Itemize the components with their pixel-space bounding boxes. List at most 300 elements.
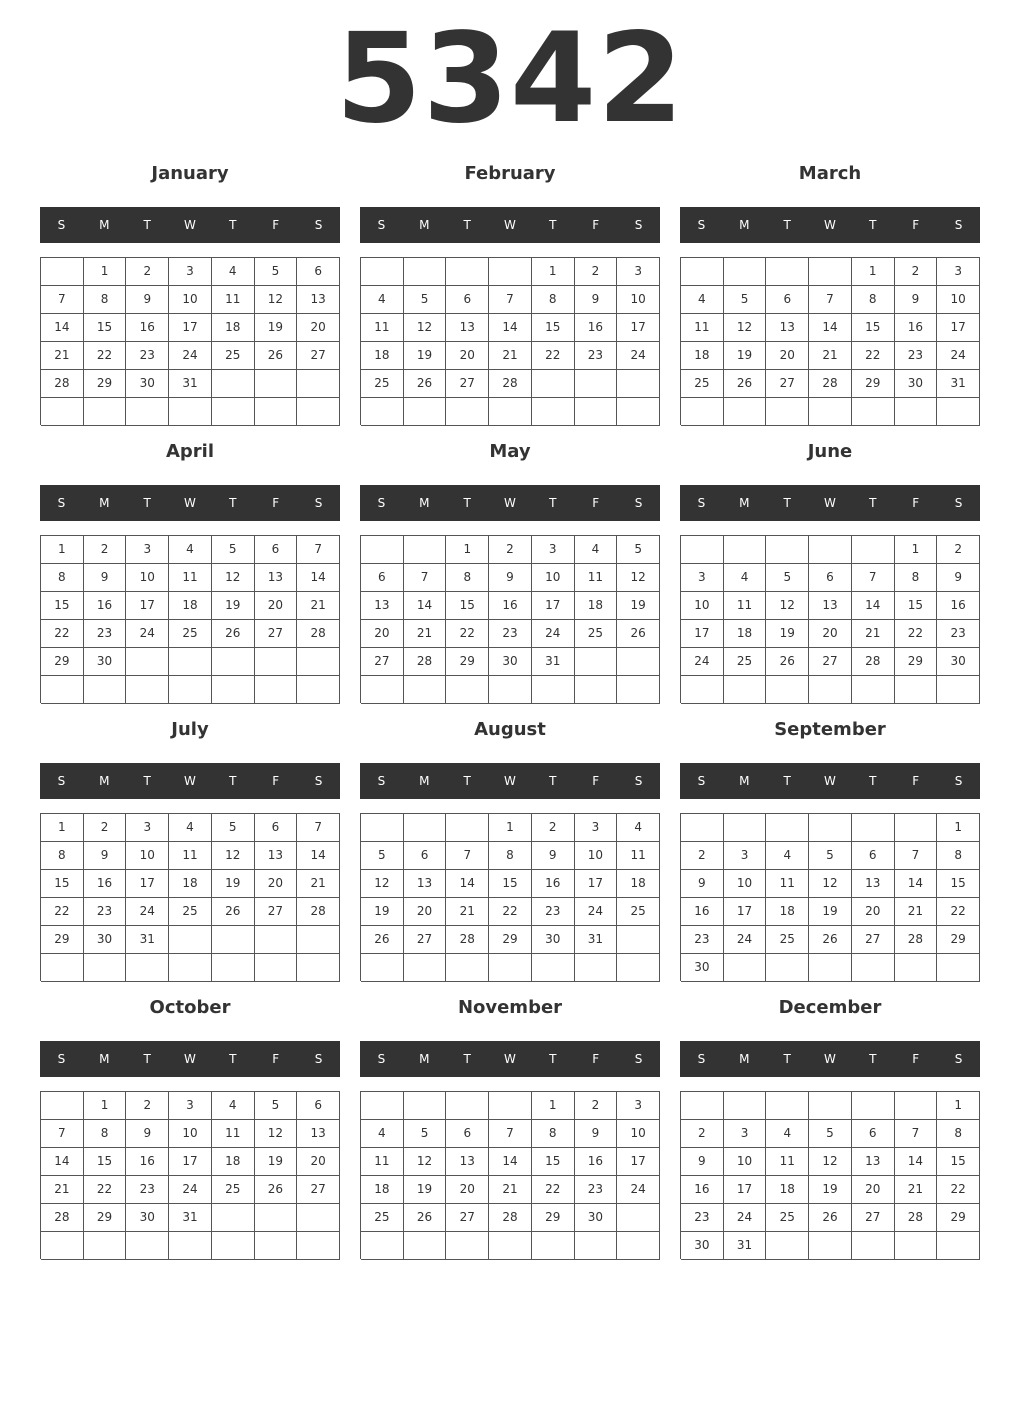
day-cell: 31 [169,370,212,398]
day-cell: 25 [575,620,618,648]
day-cell: 28 [297,620,340,648]
empty-day-cell [404,258,447,286]
empty-day-cell [809,1092,852,1120]
day-cell: 29 [532,1204,575,1232]
day-cell: 27 [852,926,895,954]
day-cell: 15 [852,314,895,342]
empty-day-cell [404,676,447,704]
weekday-label: W [184,1052,196,1066]
day-cell: 7 [41,286,84,314]
weekday-label: M [419,1052,430,1066]
empty-day-cell [766,258,809,286]
empty-day-cell [41,954,84,982]
empty-day-cell [724,258,767,286]
day-cell: 24 [617,1176,660,1204]
day-cell: 20 [852,1176,895,1204]
day-cell: 16 [126,1148,169,1176]
weekday-label: T [229,218,237,232]
day-cell: 6 [297,1092,340,1120]
day-cell: 6 [361,564,404,592]
day-cell: 9 [937,564,980,592]
weekday-label: M [99,218,110,232]
empty-day-cell [446,1232,489,1260]
day-cell: 29 [852,370,895,398]
empty-day-cell [724,954,767,982]
weekday-label: S [634,1052,643,1066]
day-cell: 24 [617,342,660,370]
day-cell: 18 [361,1176,404,1204]
empty-day-cell [681,1092,724,1120]
day-cell: 7 [297,536,340,564]
weekday-label: S [634,496,643,510]
weekday-label: F [272,774,280,788]
day-cell: 27 [404,926,447,954]
days-grid [360,535,660,703]
day-cell: 3 [126,814,169,842]
day-cell: 17 [617,314,660,342]
empty-day-cell [297,1232,340,1260]
month-name: September [774,719,886,740]
weekday-label: T [463,1052,471,1066]
month-name: August [474,719,546,740]
weekday-label: W [824,774,836,788]
day-cell: 8 [446,564,489,592]
day-cell: 30 [84,926,127,954]
day-cell: 16 [84,592,127,620]
empty-day-cell [404,814,447,842]
day-cell: 13 [446,314,489,342]
weekday-label: T [549,1052,557,1066]
day-cell: 25 [681,370,724,398]
day-cell: 3 [169,258,212,286]
months-grid [40,156,980,1268]
day-cell: 30 [489,648,532,676]
day-cell: 9 [895,286,938,314]
day-cell: 8 [84,1120,127,1148]
days-grid [360,1091,660,1259]
weekday-label: S [314,496,323,510]
empty-day-cell [575,676,618,704]
day-cell: 29 [937,1204,980,1232]
day-cell: 14 [297,842,340,870]
weekday-label: W [184,496,196,510]
weekday-label: T [229,774,237,788]
day-cell: 27 [297,342,340,370]
day-cell: 20 [852,898,895,926]
day-cell: 28 [446,926,489,954]
empty-day-cell [681,398,724,426]
empty-day-cell [724,536,767,564]
day-cell: 11 [212,286,255,314]
day-cell: 3 [126,536,169,564]
empty-day-cell [937,398,980,426]
day-cell: 9 [532,842,575,870]
day-cell: 1 [937,1092,980,1120]
day-cell: 19 [724,342,767,370]
month-name: February [464,163,556,184]
empty-day-cell [617,926,660,954]
empty-day-cell [361,258,404,286]
day-cell: 29 [895,648,938,676]
empty-day-cell [895,398,938,426]
empty-day-cell [766,1092,809,1120]
day-cell: 6 [852,842,895,870]
weekday-label: T [869,496,877,510]
day-cell: 11 [169,564,212,592]
day-cell: 20 [809,620,852,648]
day-cell: 6 [404,842,447,870]
empty-day-cell [212,398,255,426]
weekday-label: S [634,218,643,232]
day-cell: 21 [446,898,489,926]
day-cell: 13 [255,842,298,870]
day-cell: 4 [212,258,255,286]
weekday-label: T [549,496,557,510]
day-cell: 22 [852,342,895,370]
day-cell: 30 [895,370,938,398]
day-cell: 9 [575,286,618,314]
empty-day-cell [809,1232,852,1260]
weekday-label: S [954,1052,963,1066]
empty-day-cell [937,954,980,982]
day-cell: 19 [212,592,255,620]
day-cell: 17 [724,1176,767,1204]
day-cell: 7 [446,842,489,870]
day-cell: 26 [361,926,404,954]
day-cell: 22 [41,898,84,926]
day-cell: 4 [169,536,212,564]
day-cell: 21 [895,1176,938,1204]
day-cell: 11 [361,1148,404,1176]
empty-day-cell [212,676,255,704]
day-cell: 19 [255,314,298,342]
day-cell: 18 [766,1176,809,1204]
empty-day-cell [404,536,447,564]
month-calendar [40,990,340,1268]
days-grid [680,813,980,981]
weekday-label: W [504,1052,516,1066]
empty-day-cell [766,814,809,842]
weekday-label: T [143,218,151,232]
day-cell: 11 [361,314,404,342]
empty-day-cell [617,676,660,704]
day-cell: 19 [617,592,660,620]
weekday-label: S [314,1052,323,1066]
weekday-label: W [824,1052,836,1066]
day-cell: 23 [84,620,127,648]
empty-day-cell [724,1092,767,1120]
empty-day-cell [404,954,447,982]
day-cell: 6 [809,564,852,592]
day-cell: 15 [937,870,980,898]
day-cell: 10 [681,592,724,620]
weekday-label: W [824,496,836,510]
day-cell: 2 [126,258,169,286]
empty-day-cell [489,676,532,704]
day-cell: 27 [361,648,404,676]
empty-day-cell [126,954,169,982]
day-cell: 2 [937,536,980,564]
day-cell: 7 [895,1120,938,1148]
day-cell: 19 [766,620,809,648]
weekday-header [680,207,980,243]
empty-day-cell [446,398,489,426]
day-cell: 7 [895,842,938,870]
day-cell: 18 [169,870,212,898]
day-cell: 21 [852,620,895,648]
day-cell: 10 [937,286,980,314]
day-cell: 12 [255,1120,298,1148]
day-cell: 20 [255,870,298,898]
weekday-label: M [99,496,110,510]
weekday-label: M [99,774,110,788]
empty-day-cell [255,1204,298,1232]
day-cell: 6 [297,258,340,286]
day-cell: 2 [84,814,127,842]
empty-day-cell [895,676,938,704]
day-cell: 1 [489,814,532,842]
day-cell: 22 [41,620,84,648]
empty-day-cell [361,536,404,564]
weekday-label: W [184,774,196,788]
weekday-label: F [272,218,280,232]
day-cell: 12 [212,842,255,870]
day-cell: 28 [489,370,532,398]
weekday-header [360,1041,660,1077]
day-cell: 2 [681,842,724,870]
empty-day-cell [575,954,618,982]
day-cell: 21 [404,620,447,648]
empty-day-cell [446,1092,489,1120]
empty-day-cell [169,398,212,426]
day-cell: 1 [895,536,938,564]
day-cell: 12 [617,564,660,592]
day-cell: 3 [724,842,767,870]
empty-day-cell [766,954,809,982]
day-cell: 10 [724,1148,767,1176]
day-cell: 10 [126,842,169,870]
weekday-label: S [697,774,706,788]
day-cell: 31 [575,926,618,954]
empty-day-cell [809,536,852,564]
day-cell: 29 [41,926,84,954]
month-calendar [680,156,980,434]
weekday-label: T [229,496,237,510]
empty-day-cell [937,676,980,704]
day-cell: 31 [937,370,980,398]
day-cell: 9 [575,1120,618,1148]
weekday-label: F [272,1052,280,1066]
weekday-label: F [592,774,600,788]
day-cell: 28 [489,1204,532,1232]
day-cell: 30 [937,648,980,676]
day-cell: 16 [895,314,938,342]
day-cell: 5 [255,258,298,286]
empty-day-cell [255,954,298,982]
day-cell: 23 [126,1176,169,1204]
day-cell: 8 [84,286,127,314]
day-cell: 17 [575,870,618,898]
days-grid [40,535,340,703]
day-cell: 11 [766,870,809,898]
day-cell: 1 [937,814,980,842]
day-cell: 18 [766,898,809,926]
day-cell: 30 [681,1232,724,1260]
empty-day-cell [126,676,169,704]
day-cell: 28 [852,648,895,676]
day-cell: 18 [212,314,255,342]
day-cell: 10 [169,1120,212,1148]
weekday-label: T [783,774,791,788]
empty-day-cell [255,398,298,426]
day-cell: 20 [446,342,489,370]
day-cell: 16 [489,592,532,620]
day-cell: 6 [446,1120,489,1148]
day-cell: 7 [404,564,447,592]
month-calendar [40,434,340,712]
empty-day-cell [255,676,298,704]
day-cell: 8 [41,842,84,870]
days-grid [40,1091,340,1259]
empty-day-cell [852,536,895,564]
month-name: June [807,441,853,462]
day-cell: 20 [446,1176,489,1204]
day-cell: 15 [895,592,938,620]
day-cell: 14 [489,1148,532,1176]
day-cell: 5 [255,1092,298,1120]
day-cell: 27 [446,370,489,398]
empty-day-cell [169,648,212,676]
empty-day-cell [809,814,852,842]
day-cell: 31 [126,926,169,954]
day-cell: 15 [446,592,489,620]
empty-day-cell [937,1232,980,1260]
day-cell: 5 [766,564,809,592]
day-cell: 3 [169,1092,212,1120]
day-cell: 29 [41,648,84,676]
day-cell: 12 [404,1148,447,1176]
weekday-label: M [739,774,750,788]
day-cell: 7 [489,286,532,314]
empty-day-cell [809,676,852,704]
day-cell: 11 [617,842,660,870]
day-cell: 10 [617,286,660,314]
day-cell: 4 [681,286,724,314]
days-grid [680,257,980,425]
day-cell: 4 [169,814,212,842]
weekday-label: S [57,1052,66,1066]
day-cell: 11 [169,842,212,870]
day-cell: 26 [255,342,298,370]
weekday-header [40,207,340,243]
empty-day-cell [126,1232,169,1260]
weekday-label: F [912,218,920,232]
weekday-label: F [912,1052,920,1066]
day-cell: 1 [446,536,489,564]
month-name: October [149,997,231,1018]
empty-day-cell [255,926,298,954]
day-cell: 20 [766,342,809,370]
empty-day-cell [212,954,255,982]
empty-day-cell [766,398,809,426]
day-cell: 18 [575,592,618,620]
empty-day-cell [532,398,575,426]
day-cell: 23 [681,926,724,954]
empty-day-cell [255,648,298,676]
weekday-header [40,1041,340,1077]
day-cell: 2 [895,258,938,286]
day-cell: 16 [532,870,575,898]
day-cell: 17 [681,620,724,648]
weekday-label: S [57,496,66,510]
day-cell: 25 [169,898,212,926]
empty-day-cell [575,1232,618,1260]
day-cell: 2 [681,1120,724,1148]
day-cell: 12 [766,592,809,620]
day-cell: 9 [126,286,169,314]
day-cell: 2 [126,1092,169,1120]
weekday-header [360,207,660,243]
empty-day-cell [446,814,489,842]
weekday-header [40,485,340,521]
day-cell: 23 [937,620,980,648]
day-cell: 26 [809,1204,852,1232]
day-cell: 28 [297,898,340,926]
weekday-label: T [869,1052,877,1066]
empty-day-cell [852,1232,895,1260]
day-cell: 8 [937,1120,980,1148]
empty-day-cell [809,954,852,982]
weekday-label: T [463,218,471,232]
weekday-label: S [377,218,386,232]
day-cell: 24 [169,1176,212,1204]
day-cell: 5 [404,1120,447,1148]
empty-day-cell [575,648,618,676]
day-cell: 10 [169,286,212,314]
day-cell: 27 [766,370,809,398]
day-cell: 6 [255,814,298,842]
day-cell: 15 [84,314,127,342]
empty-day-cell [361,1092,404,1120]
day-cell: 20 [255,592,298,620]
day-cell: 24 [169,342,212,370]
day-cell: 13 [852,870,895,898]
day-cell: 22 [84,342,127,370]
day-cell: 27 [809,648,852,676]
days-grid [360,813,660,981]
day-cell: 21 [895,898,938,926]
day-cell: 29 [937,926,980,954]
day-cell: 22 [532,342,575,370]
weekday-label: T [783,218,791,232]
weekday-label: T [143,496,151,510]
weekday-label: T [869,774,877,788]
day-cell: 30 [126,370,169,398]
day-cell: 18 [361,342,404,370]
empty-day-cell [126,648,169,676]
weekday-label: F [592,1052,600,1066]
empty-day-cell [84,398,127,426]
empty-day-cell [169,954,212,982]
empty-day-cell [895,954,938,982]
empty-day-cell [852,676,895,704]
day-cell: 7 [489,1120,532,1148]
day-cell: 29 [446,648,489,676]
day-cell: 19 [361,898,404,926]
day-cell: 6 [852,1120,895,1148]
day-cell: 18 [724,620,767,648]
empty-day-cell [446,954,489,982]
